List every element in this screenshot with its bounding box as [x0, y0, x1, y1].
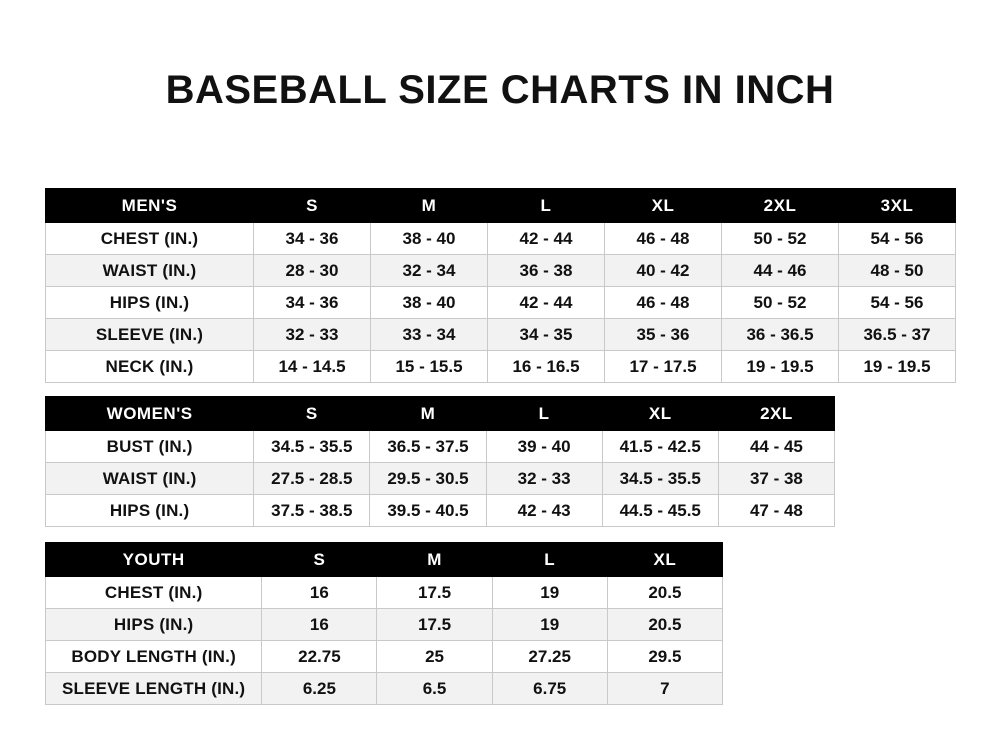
table-cell: 46 - 48 [605, 287, 722, 319]
table-cell: 32 - 33 [254, 319, 371, 351]
table-cell: 42 - 44 [488, 223, 605, 255]
row-label: HIPS (IN.) [46, 287, 254, 319]
table-header-row [46, 397, 835, 431]
column-header-s: S [262, 543, 377, 577]
table-row [46, 287, 956, 319]
table-row [46, 351, 956, 383]
row-label: WAIST (IN.) [46, 255, 254, 287]
table-cell: 25 [377, 641, 492, 673]
table-cell: 34 - 36 [254, 287, 371, 319]
table-cell: 40 - 42 [605, 255, 722, 287]
column-header-m: M [371, 189, 488, 223]
table-cell: 34 - 35 [488, 319, 605, 351]
table-cell: 46 - 48 [605, 223, 722, 255]
table-cell: 38 - 40 [371, 223, 488, 255]
table-cell: 47 - 48 [718, 495, 834, 527]
column-header-m: M [377, 543, 492, 577]
table-cell: 20.5 [607, 609, 722, 641]
table-row [46, 609, 723, 641]
table-cell: 19 [492, 609, 607, 641]
table-cell: 19 - 19.5 [839, 351, 956, 383]
table-row [46, 255, 956, 287]
womens-size-chart [45, 396, 835, 527]
row-label: SLEEVE LENGTH (IN.) [46, 673, 262, 705]
row-label: HIPS (IN.) [46, 495, 254, 527]
table-cell: 54 - 56 [839, 287, 956, 319]
table-cell: 36.5 - 37.5 [370, 431, 486, 463]
table-cell: 34 - 36 [254, 223, 371, 255]
table-cell: 41.5 - 42.5 [602, 431, 718, 463]
table-cell: 28 - 30 [254, 255, 371, 287]
table-cell: 32 - 34 [371, 255, 488, 287]
table-cell: 16 - 16.5 [488, 351, 605, 383]
table-cell: 19 - 19.5 [722, 351, 839, 383]
row-label: BUST (IN.) [46, 431, 254, 463]
table-cell: 36 - 38 [488, 255, 605, 287]
table-cell: 17.5 [377, 577, 492, 609]
column-header-category: YOUTH [46, 543, 262, 577]
table-header-row [46, 543, 723, 577]
table-cell: 32 - 33 [486, 463, 602, 495]
row-label: WAIST (IN.) [46, 463, 254, 495]
column-header-xl: XL [605, 189, 722, 223]
table-cell: 20.5 [607, 577, 722, 609]
table-cell: 7 [607, 673, 722, 705]
table-cell: 54 - 56 [839, 223, 956, 255]
table-cell: 50 - 52 [722, 223, 839, 255]
column-header-2xl: 2XL [722, 189, 839, 223]
table-cell: 44 - 46 [722, 255, 839, 287]
column-header-l: L [488, 189, 605, 223]
row-label: CHEST (IN.) [46, 577, 262, 609]
column-header-2xl: 2XL [718, 397, 834, 431]
column-header-category: MEN'S [46, 189, 254, 223]
mens-size-chart [45, 188, 956, 383]
table-cell: 36.5 - 37 [839, 319, 956, 351]
table-cell: 42 - 44 [488, 287, 605, 319]
table-row [46, 673, 723, 705]
table-cell: 35 - 36 [605, 319, 722, 351]
table-row [46, 577, 723, 609]
table-row [46, 319, 956, 351]
row-label: CHEST (IN.) [46, 223, 254, 255]
column-header-l: L [492, 543, 607, 577]
table-cell: 27.25 [492, 641, 607, 673]
column-header-category: WOMEN'S [46, 397, 254, 431]
column-header-xl: XL [607, 543, 722, 577]
table-row [46, 431, 835, 463]
table-cell: 39.5 - 40.5 [370, 495, 486, 527]
row-label: SLEEVE (IN.) [46, 319, 254, 351]
table-cell: 17 - 17.5 [605, 351, 722, 383]
table-cell: 22.75 [262, 641, 377, 673]
table-cell: 34.5 - 35.5 [602, 463, 718, 495]
table-cell: 6.5 [377, 673, 492, 705]
table-cell: 33 - 34 [371, 319, 488, 351]
table-cell: 50 - 52 [722, 287, 839, 319]
column-header-s: S [254, 397, 370, 431]
table-cell: 19 [492, 577, 607, 609]
table-cell: 6.25 [262, 673, 377, 705]
table-cell: 34.5 - 35.5 [254, 431, 370, 463]
table-row [46, 223, 956, 255]
table-row [46, 495, 835, 527]
table-cell: 16 [262, 609, 377, 641]
table-cell: 29.5 - 30.5 [370, 463, 486, 495]
table-cell: 48 - 50 [839, 255, 956, 287]
table-cell: 39 - 40 [486, 431, 602, 463]
table-cell: 15 - 15.5 [371, 351, 488, 383]
table-cell: 42 - 43 [486, 495, 602, 527]
table-header-row [46, 189, 956, 223]
column-header-l: L [486, 397, 602, 431]
table-row [46, 641, 723, 673]
table-cell: 38 - 40 [371, 287, 488, 319]
column-header-m: M [370, 397, 486, 431]
table-cell: 44.5 - 45.5 [602, 495, 718, 527]
youth-size-chart [45, 542, 723, 705]
row-label: HIPS (IN.) [46, 609, 262, 641]
table-cell: 27.5 - 28.5 [254, 463, 370, 495]
table-cell: 16 [262, 577, 377, 609]
table-cell: 17.5 [377, 609, 492, 641]
table-row [46, 463, 835, 495]
table-cell: 14 - 14.5 [254, 351, 371, 383]
table-cell: 37.5 - 38.5 [254, 495, 370, 527]
page-title: BASEBALL SIZE CHARTS IN INCH [165, 68, 835, 112]
column-header-s: S [254, 189, 371, 223]
row-label: NECK (IN.) [46, 351, 254, 383]
row-label: BODY LENGTH (IN.) [46, 641, 262, 673]
column-header-3xl: 3XL [839, 189, 956, 223]
column-header-xl: XL [602, 397, 718, 431]
table-cell: 44 - 45 [718, 431, 834, 463]
table-cell: 37 - 38 [718, 463, 834, 495]
table-cell: 6.75 [492, 673, 607, 705]
table-cell: 29.5 [607, 641, 722, 673]
table-cell: 36 - 36.5 [722, 319, 839, 351]
